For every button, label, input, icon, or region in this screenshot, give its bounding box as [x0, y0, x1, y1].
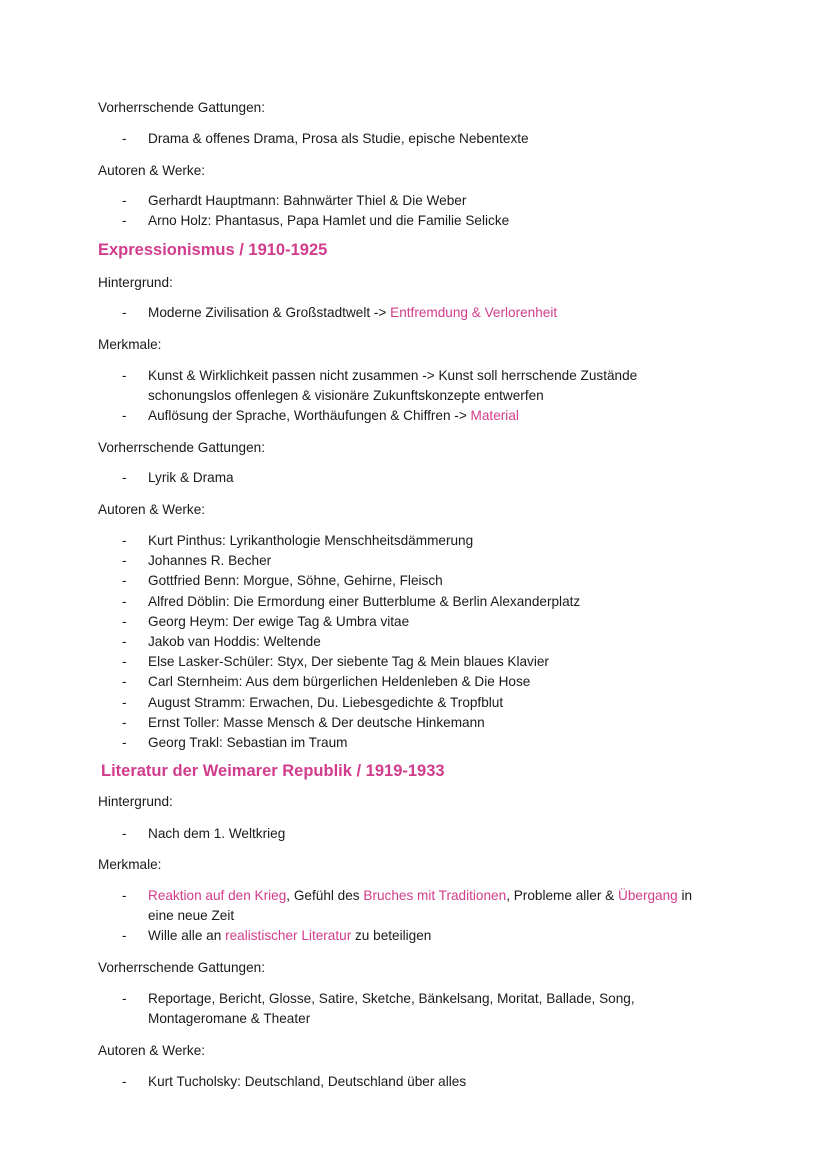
- authors-list: [0, 1072, 828, 1092]
- list-item: - Kurt Tucholsky: Deutschland, Deutschland über alles: [122, 1074, 467, 1089]
- list-item: - Auflösung der Sprache, Worthäufungen & Chiffren -> Material: [122, 408, 519, 424]
- section-heading-expressionismus: Expressionismus / 1910-1925: [98, 241, 328, 259]
- list-item: - Carl Sternheim: Aus dem bürgerlichen Heldenleben & Die Hose: [122, 674, 531, 690]
- genres-label: Vorherrschende Gattungen:: [98, 100, 266, 115]
- authors-list: [0, 191, 828, 231]
- authors-list: [0, 531, 828, 753]
- list-item: - Georg Heym: Der ewige Tag & Umbra vitae: [122, 613, 410, 629]
- genres-label: Vorherrschende Gattungen:: [98, 440, 266, 455]
- genres-list: [0, 989, 828, 1029]
- background-list: [0, 824, 828, 844]
- list-item: - Ernst Toller: Masse Mensch & Der deutsche Hinkemann: [122, 714, 485, 730]
- list-item: - Arno Holz: Phantasus, Papa Hamlet und die Familie Selicke: [122, 213, 510, 229]
- authors-label: Autoren & Werke:: [98, 502, 206, 517]
- list-item: - Else Lasker-Schüler: Styx, Der siebente Tag & Mein blaues Klavier: [122, 654, 549, 670]
- list-item: - Reaktion auf den Krieg, Gefühl des Bruches mit Traditionen, Probleme aller & Übergang in eine neue Zeit: [122, 888, 693, 924]
- features-list: [0, 366, 828, 427]
- list-item: - Alfred Döblin: Die Ermordung einer Butterblume & Berlin Alexanderplatz: [122, 593, 581, 609]
- background-list: [0, 303, 828, 323]
- list-item: - Drama & offenes Drama, Prosa als Studie, epische Nebentexte: [122, 131, 529, 146]
- list-item: - Jakob van Hoddis: Weltende: [122, 634, 321, 650]
- list-item: - Moderne Zivilisation & Großstadtwelt -> Entfremdung & Verlorenheit: [122, 305, 558, 320]
- list-item: - Johannes R. Becher: [122, 553, 272, 569]
- highlight-text: Entfremdung & Verlorenheit: [390, 305, 558, 320]
- features-label: Merkmale:: [98, 337, 162, 352]
- list-item: - Nach dem 1. Weltkrieg: [122, 826, 286, 841]
- background-label: Hintergrund:: [98, 275, 173, 290]
- list-item: - Gottfried Benn: Morgue, Söhne, Gehirne, Fleisch: [122, 573, 443, 589]
- genres-list: [0, 468, 828, 488]
- list-item: - Wille alle an realistischer Literatur zu beteiligen: [122, 928, 432, 944]
- list-item: - Georg Trakl: Sebastian im Traum: [122, 735, 348, 751]
- highlight-text: Material: [470, 408, 519, 424]
- list-item: - Kunst & Wirklichkeit passen nicht zusammen -> Kunst soll herrschende Zustände schonungslos offenlegen & visionäre Zukunftskonzepte entwerfen: [122, 368, 638, 404]
- list-item: - Reportage, Bericht, Glosse, Satire, Sketche, Bänkelsang, Moritat, Ballade, Song, Montageromane & Theater: [122, 991, 635, 1027]
- list-item: - Kurt Pinthus: Lyrikanthologie Menschheitsdämmerung: [122, 533, 474, 548]
- list-item: - Gerhardt Hauptmann: Bahnwärter Thiel & Die Weber: [122, 193, 467, 208]
- list-item: - August Stramm: Erwachen, Du. Liebesgedichte & Tropfblut: [122, 694, 504, 710]
- genres-label: Vorherrschende Gattungen:: [98, 960, 266, 975]
- background-label: Hintergrund:: [98, 794, 173, 809]
- genres-list: [0, 129, 828, 149]
- list-item: - Lyrik & Drama: [122, 470, 234, 485]
- features-list: [0, 886, 828, 947]
- features-label: Merkmale:: [98, 857, 162, 872]
- authors-label: Autoren & Werke:: [98, 1043, 206, 1058]
- authors-label: Autoren & Werke:: [98, 163, 206, 178]
- section-heading-weimar: Literatur der Weimarer Republik / 1919-1933: [101, 762, 445, 780]
